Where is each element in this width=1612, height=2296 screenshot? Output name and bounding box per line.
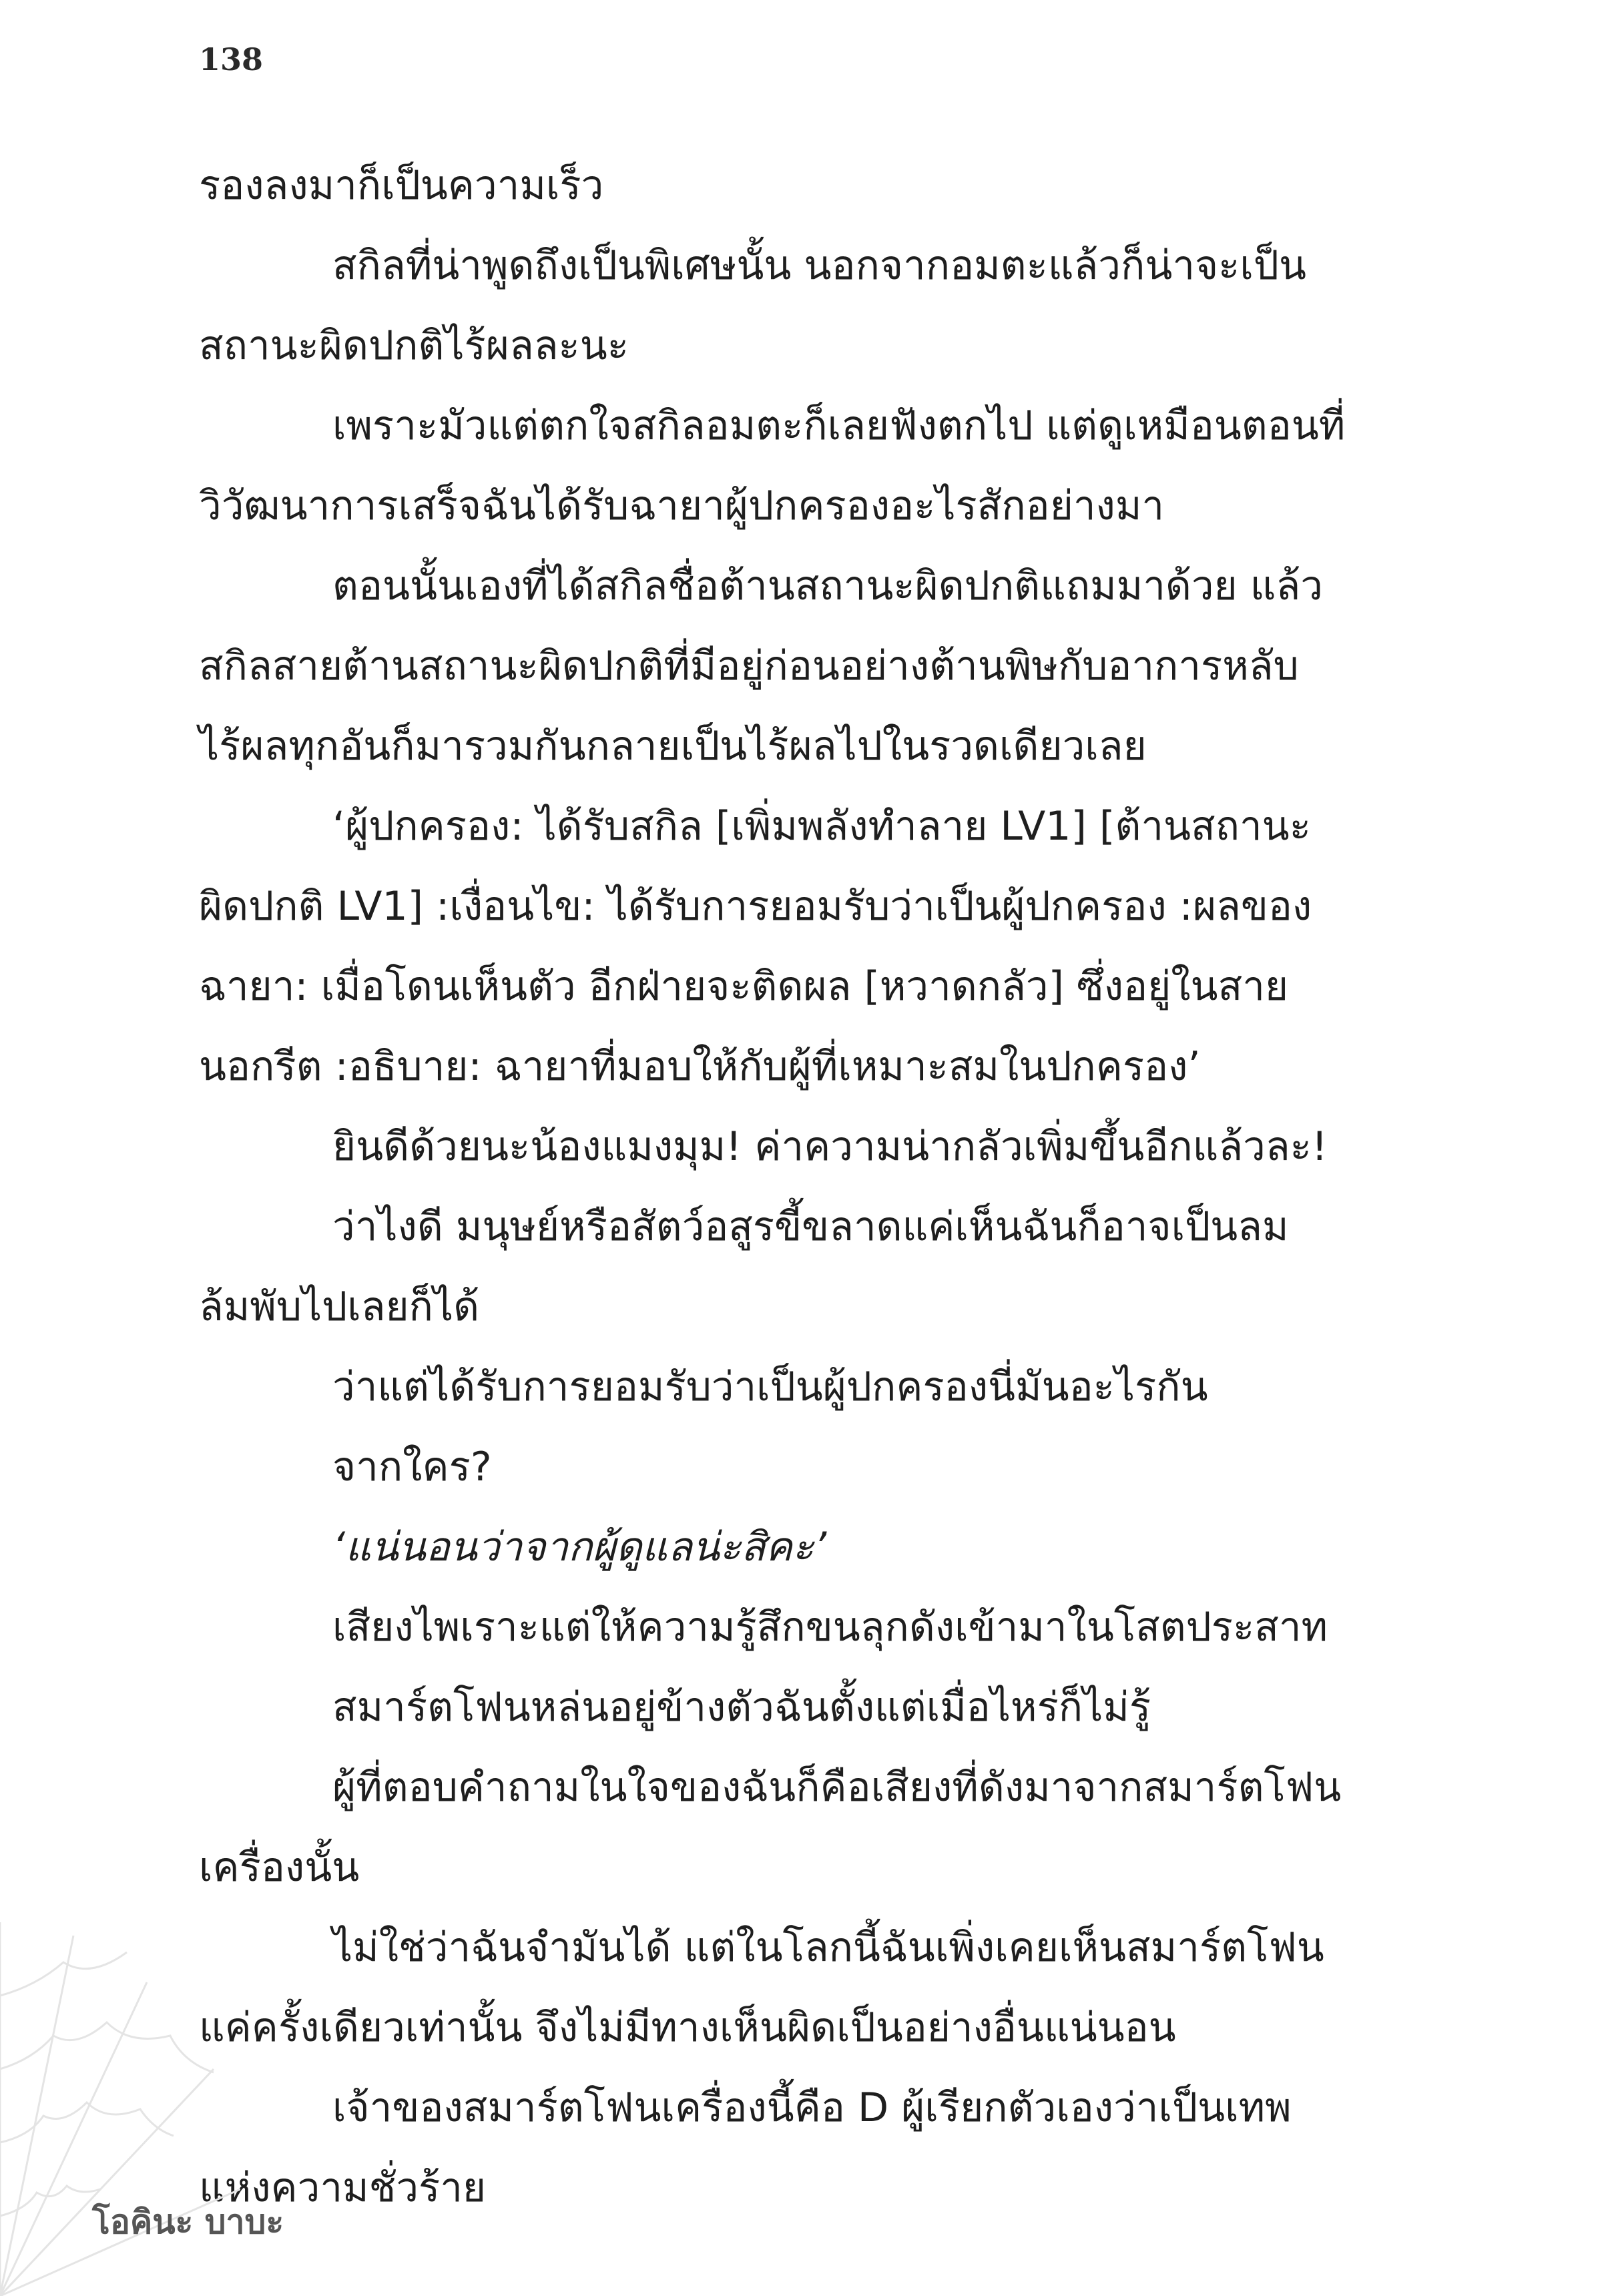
text-line: เครื่องนั้น <box>199 1844 360 1891</box>
text-line: สมาร์ตโฟนหล่นอยู่ข้างตัวฉันตั้งแต่เมื่อไหร่ก็ไม่รู้ <box>332 1684 1151 1731</box>
text-line: สถานะผิดปกติไร้ผลละนะ <box>199 322 629 369</box>
text-line: ตอนนั้นเองที่ได้สกิลชื่อต้านสถานะผิดปกติแถมมาด้วย แล้ว <box>332 563 1323 609</box>
text-line: ฉายา: เมื่อโดนเห็นตัว อีกฝ่ายจะติดผล [หวาดกลัว] ซึ่งอยู่ในสาย <box>199 963 1289 1010</box>
text-line: ผิดปกติ LV1] :เงื่อนไข: ได้รับการยอมรับว่าเป็นผู้ปกครอง :ผลของ <box>199 883 1312 930</box>
text-line: นอกรีต :อธิบาย: ฉายาที่มอบให้กับผู้ที่เหมาะสมในปกครอง’ <box>199 1043 1201 1090</box>
text-line: ไร้ผลทุกอันก็มารวมกันกลายเป็นไร้ผลไปในรวดเดียวเลย <box>199 723 1147 770</box>
text-line: จากใคร? <box>332 1444 492 1490</box>
text-line: ‘ผู้ปกครอง: ได้รับสกิล [เพิ่มพลังทำลาย LV1] [ต้านสถานะ <box>332 803 1311 850</box>
text-line: แค่ครั้งเดียวเท่านั้น จึงไม่มีทางเห็นผิดเป็นอย่างอื่นแน่นอน <box>199 2004 1176 2051</box>
text-line: ล้มพับไปเลยก็ได้ <box>199 1283 480 1330</box>
text-line: เพราะมัวแต่ตกใจสกิลอมตะก็เลยฟังตกไป แต่ดูเหมือนตอนที่ <box>332 402 1346 449</box>
text-line: ไม่ใช่ว่าฉันจำมันได้ แต่ในโลกนี้ฉันเพิ่งเคยเห็นสมาร์ตโฟน <box>332 1924 1324 1971</box>
text-line: ว่าแต่ได้รับการยอมรับว่าเป็นผู้ปกครองนี่มันอะไรกัน <box>332 1364 1208 1410</box>
text-line: ผู้ที่ตอบคำถามในใจของฉันก็คือเสียงที่ดังมาจากสมาร์ตโฟน <box>332 1764 1342 1811</box>
text-line: รองลงมาก็เป็นความเร็ว <box>199 162 604 209</box>
text-line: ยินดีด้วยนะน้องแมงมุม! ค่าความน่ากลัวเพิ่มขึ้นอีกแล้วละ! <box>332 1123 1328 1170</box>
text-line: ว่าไงดี มนุษย์หรือสัตว์อสูรขี้ขลาดแค่เห็นฉันก็อาจเป็นลม <box>332 1203 1289 1250</box>
text-line: สกิลสายต้านสถานะผิดปกติที่มีอยู่ก่อนอย่างต้านพิษกับอาการหลับ <box>199 643 1299 689</box>
page-number: 138 <box>199 41 264 77</box>
text-line: ‘แน่นอนว่าจากผู้ดูแลน่ะสิคะ’ <box>332 1524 827 1570</box>
text-line: เจ้าของสมาร์ตโฟนเครื่องนี้คือ D ผู้เรียกตัวเองว่าเป็นเทพ <box>332 2084 1292 2131</box>
text-line: สกิลที่น่าพูดถึงเป็นพิเศษนั้น นอกจากอมตะแล้วก็น่าจะเป็น <box>332 242 1307 289</box>
text-line: วิวัฒนาการเสร็จฉันได้รับฉายาผู้ปกครองอะไรสักอย่างมา <box>199 483 1165 529</box>
footer-title: โอคินะ บาบะ <box>92 2203 284 2241</box>
text-line: แห่งความชั่วร้าย <box>199 2165 487 2211</box>
text-line: เสียงไพเราะแต่ให้ความรู้สึกขนลุกดังเข้ามาในโสตประสาท <box>332 1604 1328 1651</box>
